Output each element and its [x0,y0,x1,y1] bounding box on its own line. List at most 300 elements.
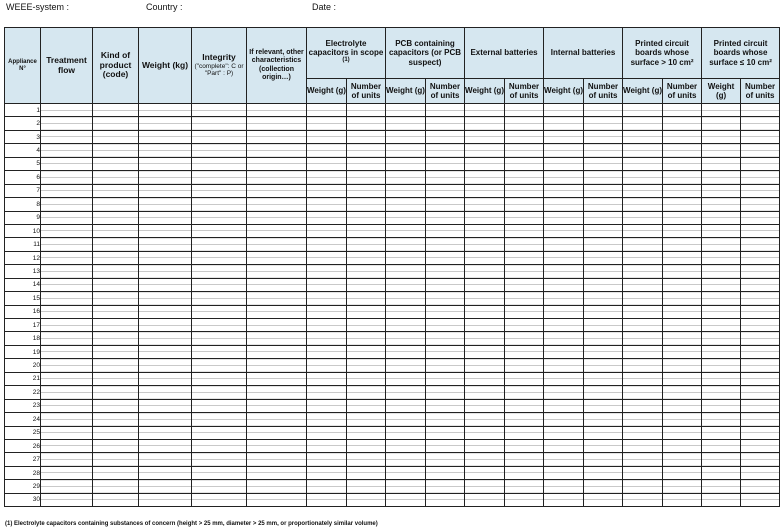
entry-cell[interactable] [741,184,780,197]
entry-cell[interactable] [192,466,247,479]
entry-cell[interactable] [247,224,307,237]
entry-cell[interactable] [139,386,192,399]
entry-cell[interactable] [741,466,780,479]
entry-cell[interactable] [741,144,780,157]
entry-cell[interactable] [247,292,307,305]
entry-cell[interactable] [505,305,544,318]
entry-cell[interactable] [386,386,426,399]
entry-cell[interactable] [347,198,386,211]
entry-cell[interactable] [139,157,192,170]
entry-cell[interactable] [663,157,702,170]
entry-cell[interactable] [584,480,623,493]
entry-cell[interactable] [584,386,623,399]
entry-cell[interactable] [139,413,192,426]
entry-cell[interactable] [93,130,139,143]
entry-cell[interactable] [247,305,307,318]
entry-cell[interactable] [347,466,386,479]
entry-cell[interactable] [702,426,741,439]
entry-cell[interactable] [702,305,741,318]
entry-cell[interactable] [505,238,544,251]
entry-cell[interactable] [386,238,426,251]
entry-cell[interactable] [386,278,426,291]
entry-cell[interactable] [41,238,93,251]
entry-cell[interactable] [192,251,247,264]
entry-cell[interactable] [192,198,247,211]
entry-cell[interactable] [347,238,386,251]
entry-cell[interactable] [307,144,347,157]
entry-cell[interactable] [247,493,307,506]
entry-cell[interactable] [192,345,247,358]
entry-cell[interactable] [247,345,307,358]
entry-cell[interactable] [505,171,544,184]
entry-cell[interactable] [741,104,780,117]
entry-cell[interactable] [623,117,663,130]
entry-cell[interactable] [41,211,93,224]
entry-cell[interactable] [139,117,192,130]
entry-cell[interactable] [505,292,544,305]
entry-cell[interactable] [544,184,584,197]
entry-cell[interactable] [347,157,386,170]
entry-cell[interactable] [347,399,386,412]
entry-cell[interactable] [702,292,741,305]
entry-cell[interactable] [663,426,702,439]
entry-cell[interactable] [584,144,623,157]
entry-cell[interactable] [544,426,584,439]
entry-cell[interactable] [663,480,702,493]
entry-cell[interactable] [347,144,386,157]
entry-cell[interactable] [307,345,347,358]
entry-cell[interactable] [426,224,465,237]
entry-cell[interactable] [465,157,505,170]
entry-cell[interactable] [741,224,780,237]
entry-cell[interactable] [386,453,426,466]
entry-cell[interactable] [93,386,139,399]
entry-cell[interactable] [702,251,741,264]
entry-cell[interactable] [93,157,139,170]
entry-cell[interactable] [426,493,465,506]
entry-cell[interactable] [386,104,426,117]
entry-cell[interactable] [386,319,426,332]
entry-cell[interactable] [465,265,505,278]
entry-cell[interactable] [702,198,741,211]
entry-cell[interactable] [386,305,426,318]
entry-cell[interactable] [307,104,347,117]
entry-cell[interactable] [663,319,702,332]
entry-cell[interactable] [465,426,505,439]
entry-cell[interactable] [702,413,741,426]
entry-cell[interactable] [623,426,663,439]
entry-cell[interactable] [426,251,465,264]
entry-cell[interactable] [702,265,741,278]
entry-cell[interactable] [139,332,192,345]
entry-cell[interactable] [386,466,426,479]
entry-cell[interactable] [247,480,307,493]
entry-cell[interactable] [192,117,247,130]
entry-cell[interactable] [139,144,192,157]
entry-cell[interactable] [386,251,426,264]
entry-cell[interactable] [741,493,780,506]
entry-cell[interactable] [623,224,663,237]
entry-cell[interactable] [192,104,247,117]
entry-cell[interactable] [192,292,247,305]
entry-cell[interactable] [426,466,465,479]
entry-cell[interactable] [307,372,347,385]
entry-cell[interactable] [702,372,741,385]
entry-cell[interactable] [139,493,192,506]
entry-cell[interactable] [623,144,663,157]
entry-cell[interactable] [663,359,702,372]
entry-cell[interactable] [307,278,347,291]
entry-cell[interactable] [505,426,544,439]
entry-cell[interactable] [663,413,702,426]
entry-cell[interactable] [741,439,780,452]
entry-cell[interactable] [386,426,426,439]
entry-cell[interactable] [41,224,93,237]
entry-cell[interactable] [465,439,505,452]
entry-cell[interactable] [386,493,426,506]
entry-cell[interactable] [347,184,386,197]
entry-cell[interactable] [505,413,544,426]
entry-cell[interactable] [139,359,192,372]
entry-cell[interactable] [41,439,93,452]
entry-cell[interactable] [386,359,426,372]
entry-cell[interactable] [307,224,347,237]
entry-cell[interactable] [623,265,663,278]
entry-cell[interactable] [347,413,386,426]
entry-cell[interactable] [584,265,623,278]
entry-cell[interactable] [41,493,93,506]
entry-cell[interactable] [247,278,307,291]
entry-cell[interactable] [93,439,139,452]
entry-cell[interactable] [41,265,93,278]
entry-cell[interactable] [426,439,465,452]
entry-cell[interactable] [93,413,139,426]
entry-cell[interactable] [192,426,247,439]
entry-cell[interactable] [623,359,663,372]
entry-cell[interactable] [505,345,544,358]
entry-cell[interactable] [93,345,139,358]
entry-cell[interactable] [192,157,247,170]
entry-cell[interactable] [505,372,544,385]
entry-cell[interactable] [347,251,386,264]
entry-cell[interactable] [247,332,307,345]
entry-cell[interactable] [347,493,386,506]
entry-cell[interactable] [741,157,780,170]
entry-cell[interactable] [584,493,623,506]
entry-cell[interactable] [93,493,139,506]
entry-cell[interactable] [505,278,544,291]
entry-cell[interactable] [426,453,465,466]
entry-cell[interactable] [505,439,544,452]
entry-cell[interactable] [41,319,93,332]
entry-cell[interactable] [623,399,663,412]
entry-cell[interactable] [465,453,505,466]
entry-cell[interactable] [584,426,623,439]
entry-cell[interactable] [386,480,426,493]
entry-cell[interactable] [93,359,139,372]
entry-cell[interactable] [584,399,623,412]
entry-cell[interactable] [426,238,465,251]
entry-cell[interactable] [584,184,623,197]
entry-cell[interactable] [139,184,192,197]
entry-cell[interactable] [702,157,741,170]
entry-cell[interactable] [702,211,741,224]
entry-cell[interactable] [41,466,93,479]
entry-cell[interactable] [741,386,780,399]
entry-cell[interactable] [192,265,247,278]
entry-cell[interactable] [192,399,247,412]
entry-cell[interactable] [192,413,247,426]
entry-cell[interactable] [41,171,93,184]
entry-cell[interactable] [741,292,780,305]
entry-cell[interactable] [623,386,663,399]
entry-cell[interactable] [663,224,702,237]
entry-cell[interactable] [623,157,663,170]
entry-cell[interactable] [663,305,702,318]
entry-cell[interactable] [247,399,307,412]
entry-cell[interactable] [247,413,307,426]
entry-cell[interactable] [505,399,544,412]
entry-cell[interactable] [741,413,780,426]
entry-cell[interactable] [93,171,139,184]
entry-cell[interactable] [663,211,702,224]
entry-cell[interactable] [139,238,192,251]
entry-cell[interactable] [93,238,139,251]
entry-cell[interactable] [544,292,584,305]
entry-cell[interactable] [41,359,93,372]
entry-cell[interactable] [544,453,584,466]
entry-cell[interactable] [139,372,192,385]
entry-cell[interactable] [386,292,426,305]
entry-cell[interactable] [139,171,192,184]
entry-cell[interactable] [347,104,386,117]
entry-cell[interactable] [702,130,741,143]
entry-cell[interactable] [584,332,623,345]
entry-cell[interactable] [347,305,386,318]
entry-cell[interactable] [663,184,702,197]
entry-cell[interactable] [426,386,465,399]
entry-cell[interactable] [584,117,623,130]
entry-cell[interactable] [426,265,465,278]
entry-cell[interactable] [623,319,663,332]
entry-cell[interactable] [41,157,93,170]
entry-cell[interactable] [544,386,584,399]
entry-cell[interactable] [544,211,584,224]
entry-cell[interactable] [505,184,544,197]
entry-cell[interactable] [623,345,663,358]
entry-cell[interactable] [41,104,93,117]
entry-cell[interactable] [741,171,780,184]
entry-cell[interactable] [505,319,544,332]
entry-cell[interactable] [663,493,702,506]
entry-cell[interactable] [347,439,386,452]
entry-cell[interactable] [741,198,780,211]
entry-cell[interactable] [465,130,505,143]
entry-cell[interactable] [544,198,584,211]
entry-cell[interactable] [192,453,247,466]
entry-cell[interactable] [663,453,702,466]
entry-cell[interactable] [741,305,780,318]
entry-cell[interactable] [741,238,780,251]
entry-cell[interactable] [465,278,505,291]
entry-cell[interactable] [247,265,307,278]
entry-cell[interactable] [663,278,702,291]
entry-cell[interactable] [307,319,347,332]
entry-cell[interactable] [741,399,780,412]
entry-cell[interactable] [307,466,347,479]
entry-cell[interactable] [307,265,347,278]
entry-cell[interactable] [702,144,741,157]
entry-cell[interactable] [465,171,505,184]
entry-cell[interactable] [623,332,663,345]
entry-cell[interactable] [465,144,505,157]
entry-cell[interactable] [426,359,465,372]
entry-cell[interactable] [505,359,544,372]
entry-cell[interactable] [307,399,347,412]
entry-cell[interactable] [663,171,702,184]
entry-cell[interactable] [307,171,347,184]
entry-cell[interactable] [505,198,544,211]
entry-cell[interactable] [584,211,623,224]
entry-cell[interactable] [426,130,465,143]
entry-cell[interactable] [247,466,307,479]
entry-cell[interactable] [247,171,307,184]
entry-cell[interactable] [465,345,505,358]
entry-cell[interactable] [386,332,426,345]
entry-cell[interactable] [623,184,663,197]
entry-cell[interactable] [505,493,544,506]
entry-cell[interactable] [465,238,505,251]
entry-cell[interactable] [505,117,544,130]
entry-cell[interactable] [41,117,93,130]
entry-cell[interactable] [702,345,741,358]
entry-cell[interactable] [505,480,544,493]
entry-cell[interactable] [505,332,544,345]
entry-cell[interactable] [93,372,139,385]
entry-cell[interactable] [93,426,139,439]
entry-cell[interactable] [307,439,347,452]
entry-cell[interactable] [192,332,247,345]
entry-cell[interactable] [465,386,505,399]
entry-cell[interactable] [192,144,247,157]
entry-cell[interactable] [465,466,505,479]
entry-cell[interactable] [307,332,347,345]
entry-cell[interactable] [544,480,584,493]
entry-cell[interactable] [386,144,426,157]
entry-cell[interactable] [544,345,584,358]
entry-cell[interactable] [386,399,426,412]
entry-cell[interactable] [139,426,192,439]
entry-cell[interactable] [93,224,139,237]
entry-cell[interactable] [505,466,544,479]
entry-cell[interactable] [307,426,347,439]
entry-cell[interactable] [465,319,505,332]
entry-cell[interactable] [139,319,192,332]
entry-cell[interactable] [584,439,623,452]
entry-cell[interactable] [426,144,465,157]
entry-cell[interactable] [505,130,544,143]
entry-cell[interactable] [465,413,505,426]
entry-cell[interactable] [544,238,584,251]
entry-cell[interactable] [544,224,584,237]
entry-cell[interactable] [347,224,386,237]
entry-cell[interactable] [192,130,247,143]
entry-cell[interactable] [347,453,386,466]
entry-cell[interactable] [93,292,139,305]
entry-cell[interactable] [741,345,780,358]
entry-cell[interactable] [505,453,544,466]
entry-cell[interactable] [544,117,584,130]
entry-cell[interactable] [386,171,426,184]
entry-cell[interactable] [139,104,192,117]
entry-cell[interactable] [247,251,307,264]
entry-cell[interactable] [702,104,741,117]
entry-cell[interactable] [93,211,139,224]
entry-cell[interactable] [702,493,741,506]
entry-cell[interactable] [247,144,307,157]
entry-cell[interactable] [386,439,426,452]
entry-cell[interactable] [192,305,247,318]
entry-cell[interactable] [663,345,702,358]
entry-cell[interactable] [247,372,307,385]
entry-cell[interactable] [386,211,426,224]
entry-cell[interactable] [544,104,584,117]
entry-cell[interactable] [307,493,347,506]
entry-cell[interactable] [347,480,386,493]
entry-cell[interactable] [465,198,505,211]
entry-cell[interactable] [347,426,386,439]
entry-cell[interactable] [544,319,584,332]
entry-cell[interactable] [247,439,307,452]
entry-cell[interactable] [663,198,702,211]
entry-cell[interactable] [663,130,702,143]
entry-cell[interactable] [192,238,247,251]
entry-cell[interactable] [93,251,139,264]
entry-cell[interactable] [741,453,780,466]
entry-cell[interactable] [93,332,139,345]
entry-cell[interactable] [663,372,702,385]
entry-cell[interactable] [544,332,584,345]
entry-cell[interactable] [247,386,307,399]
entry-cell[interactable] [544,413,584,426]
entry-cell[interactable] [192,439,247,452]
entry-cell[interactable] [702,359,741,372]
entry-cell[interactable] [41,144,93,157]
entry-cell[interactable] [505,144,544,157]
entry-cell[interactable] [41,184,93,197]
entry-cell[interactable] [347,386,386,399]
entry-cell[interactable] [544,493,584,506]
entry-cell[interactable] [347,345,386,358]
entry-cell[interactable] [465,372,505,385]
entry-cell[interactable] [139,251,192,264]
entry-cell[interactable] [544,305,584,318]
entry-cell[interactable] [426,278,465,291]
entry-cell[interactable] [584,251,623,264]
entry-cell[interactable] [192,386,247,399]
entry-cell[interactable] [41,386,93,399]
entry-cell[interactable] [247,238,307,251]
entry-cell[interactable] [544,265,584,278]
entry-cell[interactable] [139,439,192,452]
entry-cell[interactable] [386,413,426,426]
entry-cell[interactable] [41,251,93,264]
entry-cell[interactable] [544,372,584,385]
entry-cell[interactable] [426,292,465,305]
entry-cell[interactable] [426,399,465,412]
entry-cell[interactable] [347,265,386,278]
entry-cell[interactable] [93,144,139,157]
